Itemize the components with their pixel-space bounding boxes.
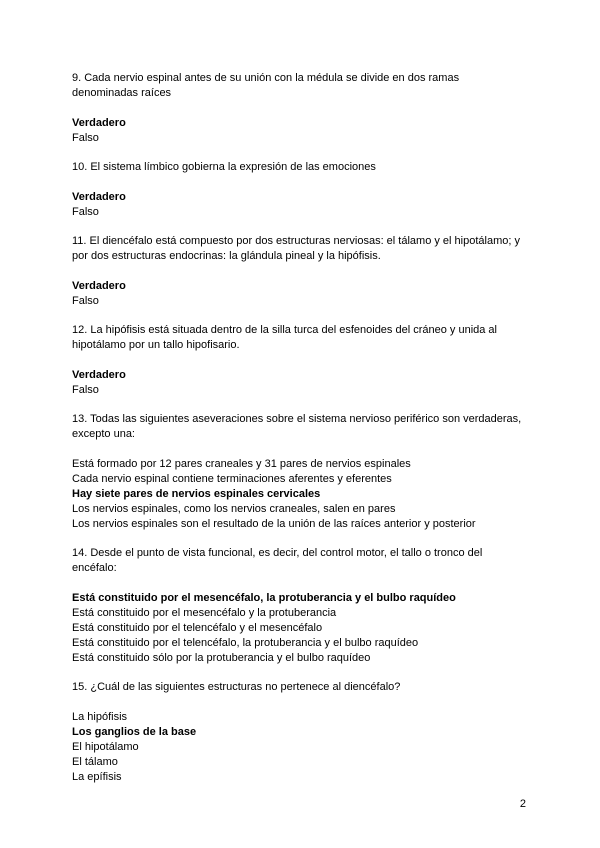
answer-option: Cada nervio espinal contiene terminaciones aferentes y eferentes [72, 473, 392, 485]
question-text: 9. Cada nervio espinal antes de su unión con la médula se divide en dos ramas denominadas raíces [72, 72, 460, 99]
question-text: 13. Todas las siguientes aseveraciones sobre el sistema nervioso periférico son verdaderas, excepto una: [72, 413, 522, 440]
answer-option: Está constituido por el telencéfalo, la protuberancia y el bulbo raquídeo [72, 637, 419, 649]
question-10 [72, 160, 532, 220]
question-text: 15. ¿Cuál de las siguientes estructuras no pertenece al diencéfalo? [72, 681, 401, 693]
answer-option-correct: Verdadero [72, 280, 126, 292]
answer-option: Los nervios espinales son el resultado de la unión de las raíces anterior y posterior [72, 518, 476, 530]
answer-option-correct: Verdadero [72, 117, 126, 129]
answer-option: Está formado por 12 pares craneales y 31 pares de nervios espinales [72, 458, 411, 470]
answer-options [72, 710, 532, 785]
answer-option: Está constituido sólo por la protuberancia y el bulbo raquídeo [72, 652, 371, 664]
answer-options [72, 457, 532, 532]
document-page [72, 71, 532, 799]
question-text: 14. Desde el punto de vista funcional, es decir, del control motor, el tallo o tronco del encéfalo: [72, 547, 483, 574]
answer-option: El tálamo [72, 756, 118, 768]
answer-option-correct: Hay siete pares de nervios espinales cervicales [72, 488, 321, 500]
question-9 [72, 71, 532, 146]
answer-option-correct: Verdadero [72, 369, 126, 381]
question-11 [72, 234, 532, 309]
answer-option-correct: Está constituido por el mesencéfalo, la protuberancia y el bulbo raquídeo [72, 592, 456, 604]
question-text: 10. El sistema límbico gobierna la expresión de las emociones [72, 161, 376, 173]
question-13 [72, 412, 532, 532]
answer-options [72, 591, 532, 666]
answer-options [72, 279, 532, 309]
page-number: 2 [519, 798, 526, 810]
answer-option: Falso [72, 206, 99, 218]
answer-option: La epífisis [72, 771, 122, 783]
answer-option: La hipófisis [72, 711, 128, 723]
answer-option: Está constituido por el telencéfalo y el mesencéfalo [72, 622, 323, 634]
question-12 [72, 323, 532, 398]
answer-option-correct: Los ganglios de la base [72, 726, 197, 738]
answer-options [72, 190, 532, 220]
answer-options [72, 116, 532, 146]
answer-option-correct: Verdadero [72, 191, 126, 203]
answer-option: Está constituido por el mesencéfalo y la protuberancia [72, 607, 337, 619]
question-text: 11. El diencéfalo está compuesto por dos estructuras nerviosas: el tálamo y el hipotálamo; y por dos estructuras endocrinas: la glándula pineal y la hipófisis. [72, 235, 520, 262]
question-text: 12. La hipófisis está situada dentro de la silla turca del esfenoides del cráneo y unida al hipotálamo por un tallo hipofisario. [72, 324, 497, 351]
question-15 [72, 680, 532, 785]
question-14 [72, 546, 532, 666]
answer-option: Falso [72, 384, 99, 396]
answer-option: Falso [72, 132, 99, 144]
answer-options [72, 368, 532, 398]
answer-option: Falso [72, 295, 99, 307]
answer-option: Los nervios espinales, como los nervios craneales, salen en pares [72, 503, 396, 515]
answer-option: El hipotálamo [72, 741, 139, 753]
